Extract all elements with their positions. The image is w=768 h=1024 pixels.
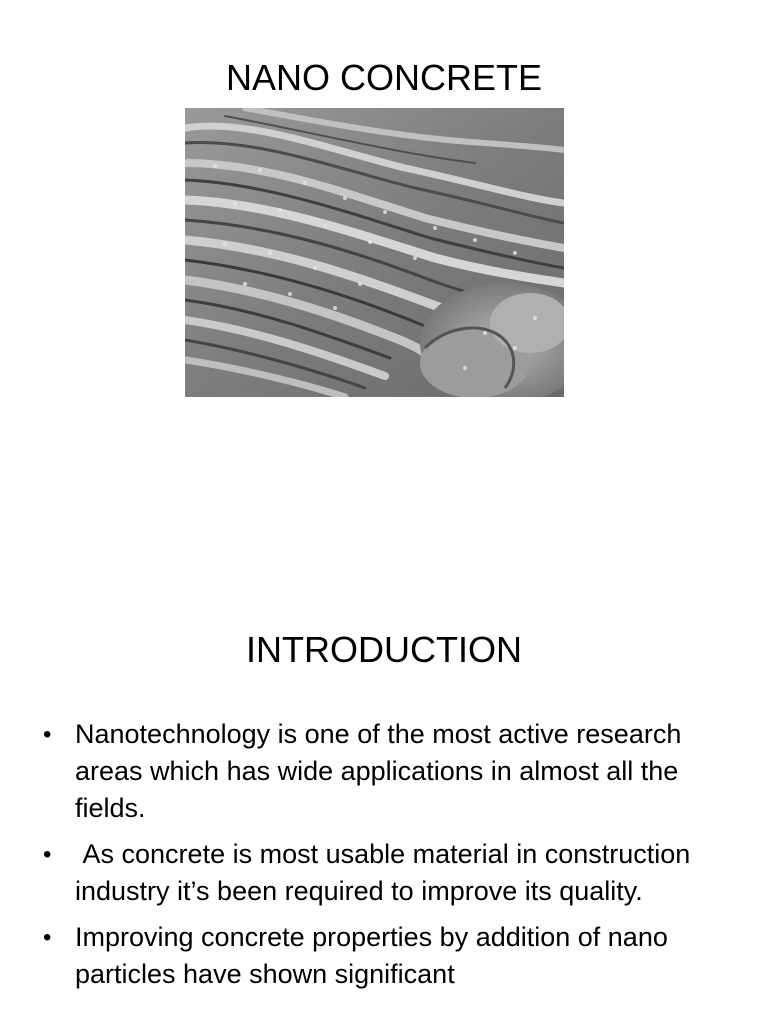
bullet-item (0, 919, 768, 993)
slide-title: INTRODUCTION (246, 629, 522, 670)
bullet-marker: • (43, 721, 52, 748)
slide-introduction (0, 512, 768, 1024)
bullet-item (0, 716, 768, 827)
bullet-text: Nanotechnology is one of the most active research areas which has wide applications in almost all the fields. (75, 719, 682, 823)
microstructure-image (185, 108, 564, 397)
bullet-text: Improving concrete properties by addition of nano particles have shown significant (75, 922, 668, 989)
bullet-list (0, 716, 768, 1002)
slide-title: NANO CONCRETE (225, 57, 543, 98)
bullet-marker: • (43, 924, 52, 951)
bullet-item (0, 836, 768, 910)
bullet-marker: • (43, 841, 52, 868)
bullet-text: As concrete is most usable material in construction industry it’s been required to improve its quality. (75, 839, 698, 906)
